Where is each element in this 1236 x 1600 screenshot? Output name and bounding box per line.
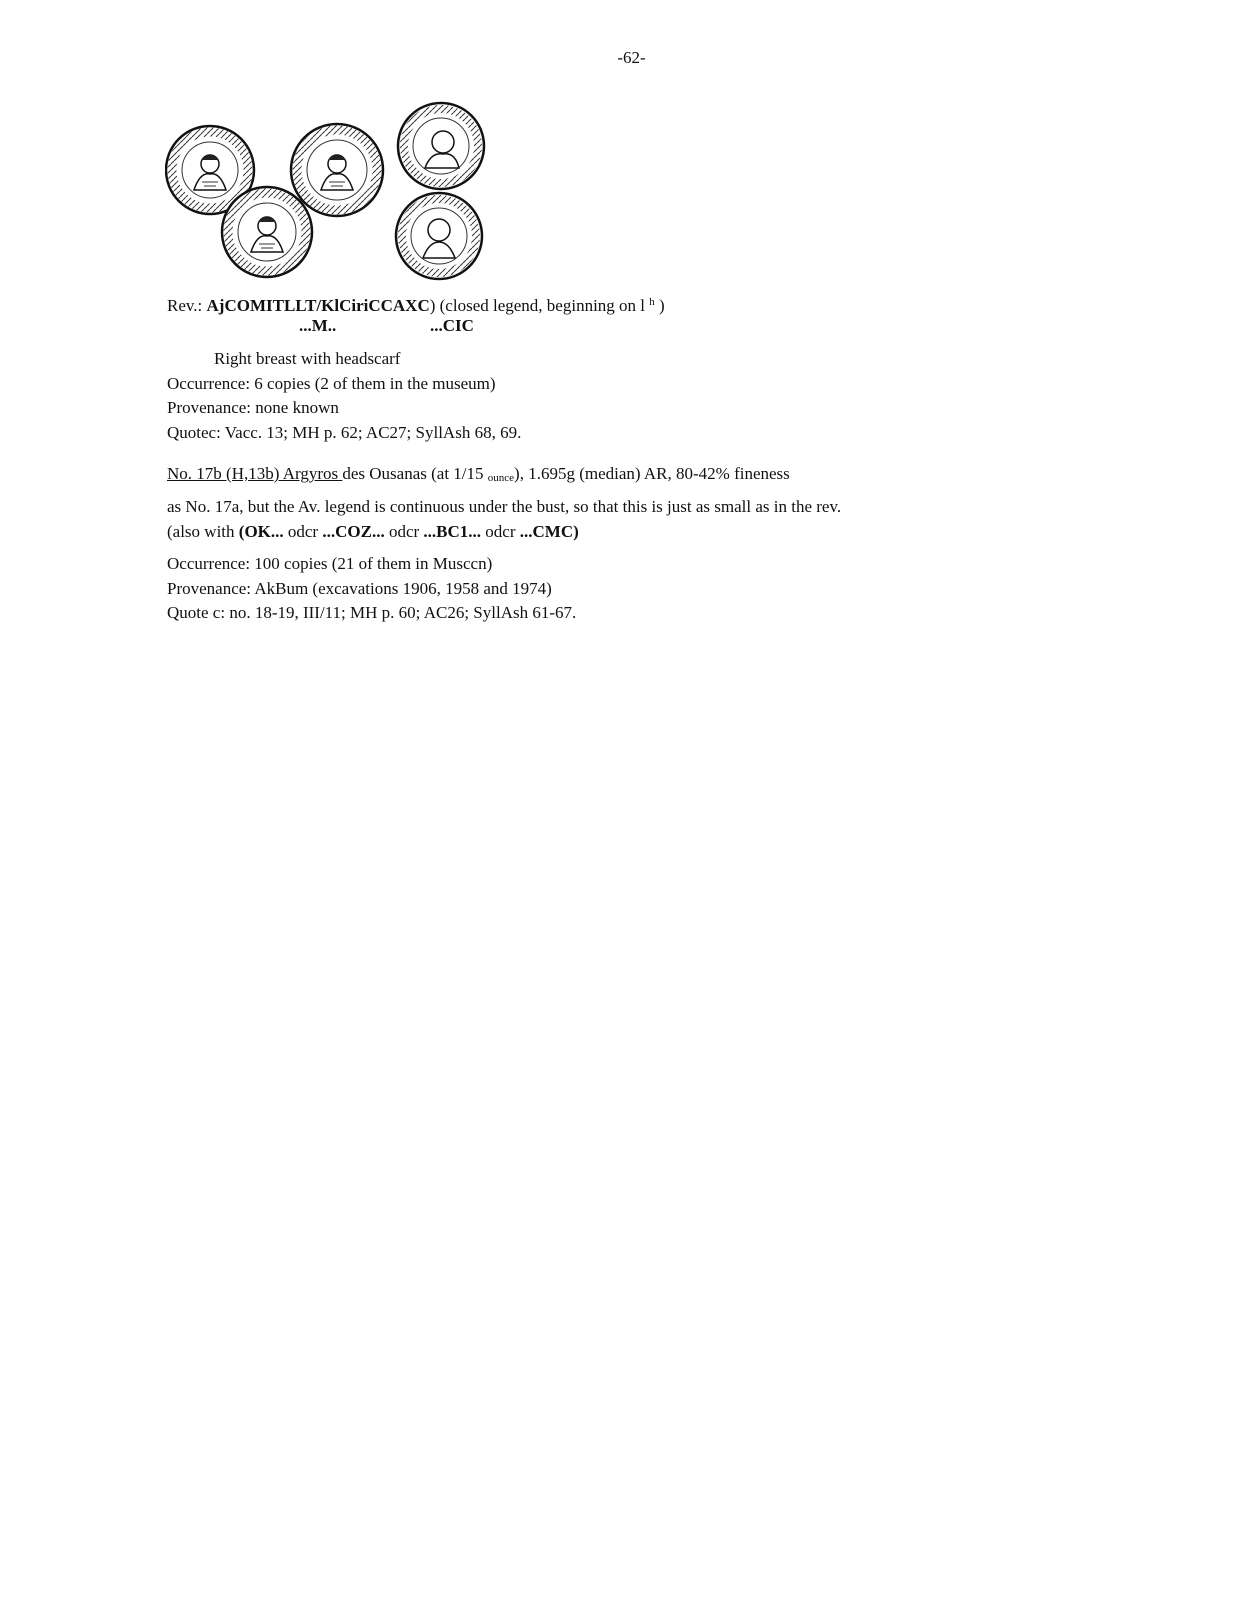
- rev-sup: h: [649, 296, 655, 308]
- coin-2: [222, 187, 312, 277]
- coin-4: [398, 103, 484, 189]
- also-variant-2: ...COZ...: [322, 522, 385, 541]
- rev-label: Rev.:: [167, 296, 203, 315]
- also-variant-3: ...BC1...: [423, 522, 482, 541]
- entry-a-occurrence: Occurrence: 6 copies (2 of them in the museum): [167, 374, 496, 393]
- entry-b-description: as No. 17a, but the Av. legend is continuous under the bust, so that this is just as small as in the rev.: [167, 497, 842, 516]
- also-variant-1: (OK...: [238, 522, 284, 541]
- also-sep-1: odcr: [283, 522, 323, 541]
- entry-b-heading-sub: ounce: [487, 472, 515, 484]
- entry-b-quote: Quote c: no. 18-19, III/11; MH p. 60; AC26; SyllAsh 61-67.: [167, 603, 577, 622]
- entry-b-also: [167, 521, 579, 543]
- page-number: -62-: [617, 48, 646, 67]
- rev-line: [167, 291, 665, 317]
- also-sep-3: odcr: [481, 522, 520, 541]
- entry-b-heading-underlined: No. 17b (H,13b) Argyros: [167, 464, 343, 483]
- also-sep-2: odcr: [384, 522, 424, 541]
- rev-note-close: ): [659, 296, 665, 315]
- coin-3: [291, 124, 383, 216]
- coin-illustrations: [165, 98, 495, 283]
- entry-b-provenance: Provenance: AkBum (excavations 1906, 1958 and 1974): [167, 579, 552, 598]
- entry-a-provenance: Provenance: none known: [167, 398, 339, 417]
- also-variant-4: ...CMC): [519, 522, 579, 541]
- entry-b-heading: [167, 463, 790, 489]
- entry-b-heading-text: des Ousanas (at 1/15: [342, 464, 484, 483]
- entry-a-quote: Quotec: Vacc. 13; MH p. 62; AC27; SyllAsh 68, 69.: [167, 423, 522, 442]
- coin-5: [396, 193, 482, 279]
- also-prefix: (also with: [167, 522, 239, 541]
- entry-b-occurrence: Occurrence: 100 copies (21 of them in Musccn): [167, 554, 493, 573]
- entry-a-description: Right breast with headscarf: [214, 349, 401, 368]
- entry-b-heading-rest: ), 1.695g (median) AR, 80-42% fineness: [514, 464, 790, 483]
- sub-legend-left: ...M..: [299, 316, 337, 335]
- sub-legend-right: ...CIC: [430, 316, 474, 335]
- rev-note: ) (closed legend, beginning on l: [429, 296, 646, 315]
- rev-legend: AjCOMITLLT/KlCiriCCAXC: [206, 296, 430, 315]
